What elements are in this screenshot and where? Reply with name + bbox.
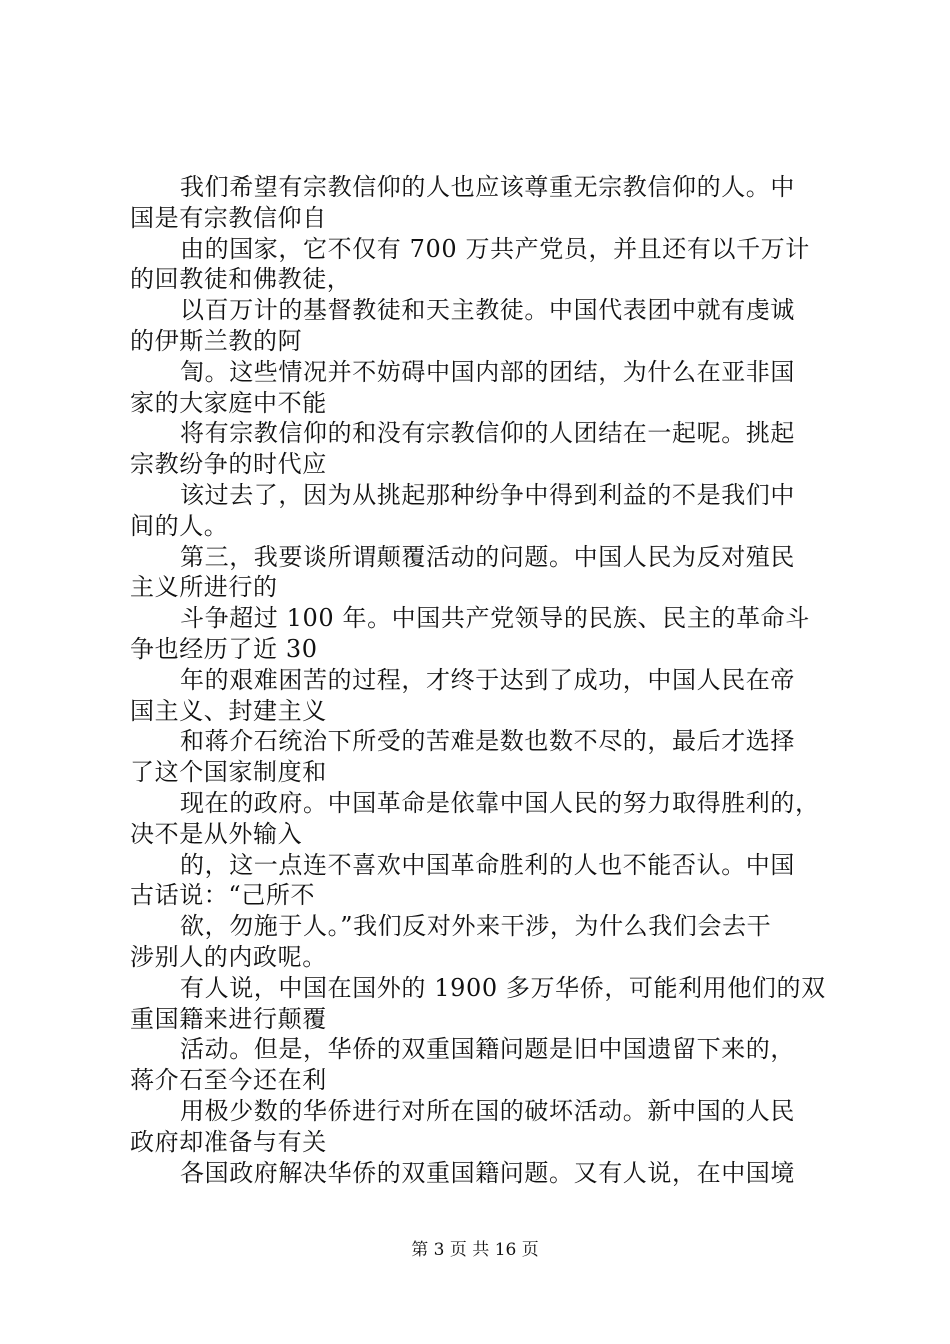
text-line: 重国籍来进行颠覆 xyxy=(130,1004,327,1033)
text-line: 以百万计的基督教徒和天主教徒。中国代表团中就有虔诚 xyxy=(180,296,795,325)
text-line: 第三，我要谈所谓颠覆活动的问题。中国人民为反对殖民 xyxy=(180,542,795,571)
text-line: 国主义、封建主义 xyxy=(130,696,327,725)
text-line: 决不是从外输入 xyxy=(130,819,303,848)
page-footer: 第 3 页 共 16 页 xyxy=(411,1240,539,1260)
text-line: 我们希望有宗教信仰的人也应该尊重无宗教信仰的人。中 xyxy=(180,173,795,201)
text-line: 政府却准备与有关 xyxy=(130,1127,327,1156)
text-line: 间的人。 xyxy=(130,511,229,540)
text-line: 该过去了，因为从挑起那种纷争中得到利益的不是我们中 xyxy=(180,480,795,509)
text-line: 用极少数的华侨进行对所在国的破坏活动。新中国的人民 xyxy=(180,1096,795,1125)
text-line: 的回教徒和佛教徒， xyxy=(130,265,352,294)
text-line: 欲，勿施于人。”我们反对外来干涉，为什么我们会去干 xyxy=(180,912,772,941)
text-line: 家的大家庭中不能 xyxy=(130,388,327,417)
text-line: 争也经历了近 30 xyxy=(130,634,318,663)
text-line: 的伊斯兰教的阿 xyxy=(130,326,303,355)
text-line: 有人说，中国在国外的 1900 多万华侨，可能利用他们的双 xyxy=(180,973,826,1002)
text-line: 了这个国家制度和 xyxy=(130,758,327,787)
text-line: 活动。但是，华侨的双重国籍问题是旧中国遗留下来的， xyxy=(180,1035,795,1064)
text-line: 和蒋介石统治下所受的苦难是数也数不尽的，最后才选择 xyxy=(180,727,795,756)
text-line: 现在的政府。中国革命是依靠中国人民的努力取得胜利的， xyxy=(180,788,820,817)
text-line: 斗争超过 100 年。中国共产党领导的民族、民主的革命斗 xyxy=(180,604,810,633)
text-line: 古话说：“己所不 xyxy=(130,881,316,910)
document-body xyxy=(130,172,850,1188)
text-line: 将有宗教信仰的和没有宗教信仰的人团结在一起呢。挑起 xyxy=(180,419,795,448)
text-line: 年的艰难困苦的过程，才终于达到了成功，中国人民在帝 xyxy=(180,665,795,694)
text-line: 宗教纷争的时代应 xyxy=(130,450,327,479)
text-line: 訇。这些情况并不妨碍中国内部的团结，为什么在亚非国 xyxy=(180,357,795,386)
text-line: 各国政府解决华侨的双重国籍问题。又有人说，在中国境 xyxy=(180,1158,795,1187)
text-line: 国是有宗教信仰自 xyxy=(130,203,327,232)
text-line: 蒋介石至今还在利 xyxy=(130,1066,327,1095)
text-line: 主义所进行的 xyxy=(130,573,278,602)
text-line: 涉别人的内政呢。 xyxy=(130,942,327,971)
text-line: 由的国家，它不仅有 700 万共产党员，并且还有以千万计 xyxy=(180,234,810,263)
text-line: 的，这一点连不喜欢中国革命胜利的人也不能否认。中国 xyxy=(180,850,795,879)
